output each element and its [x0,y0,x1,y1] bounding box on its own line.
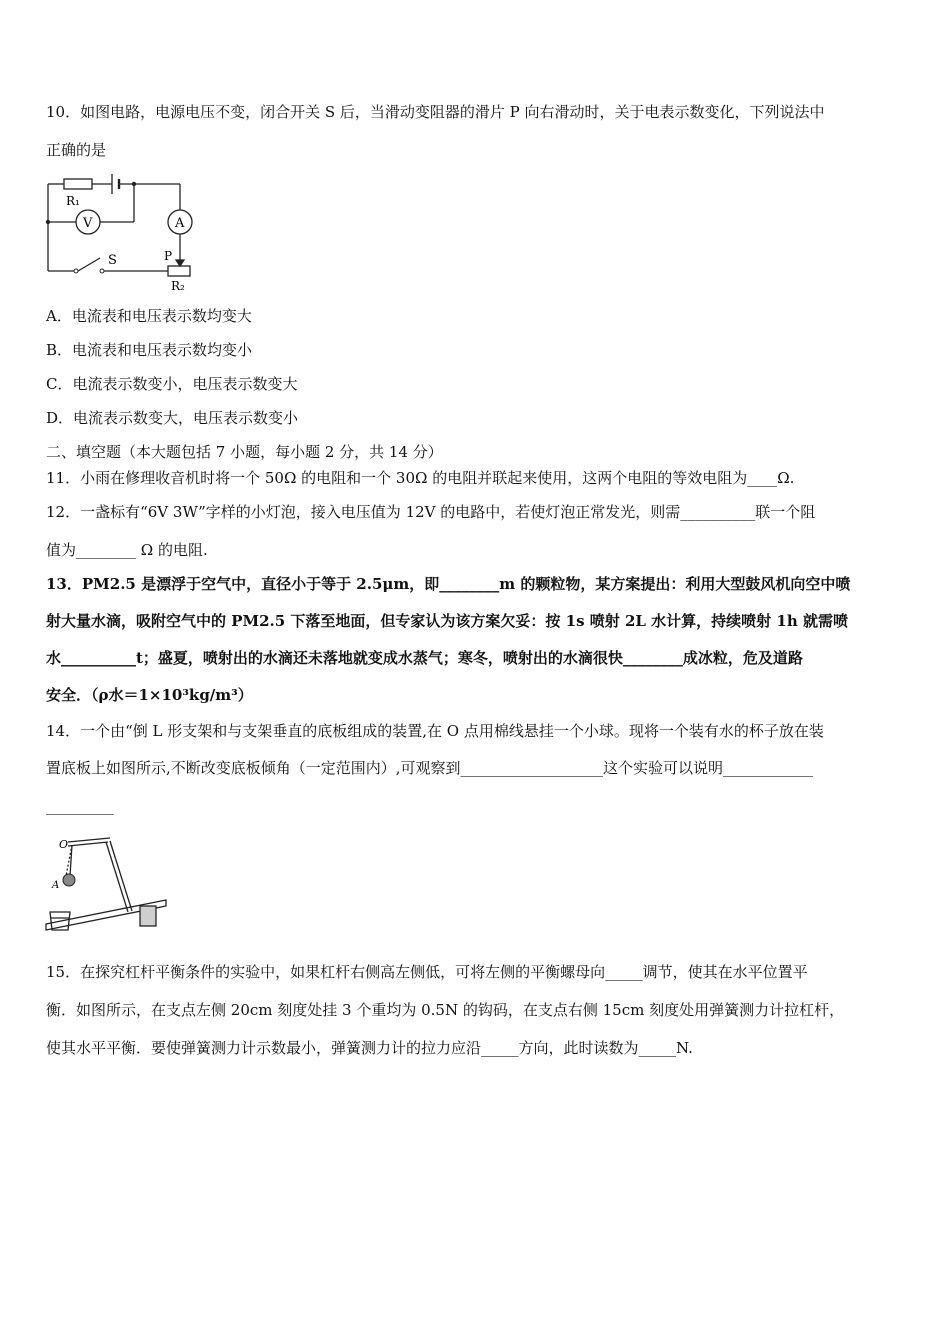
q13-text-line3: 水__________t；盛夏，喷射出的水滴还未落地就变成水蒸气；寒冬，喷射出的水滴很快________成冰粒，危及道路 [46,649,803,667]
q14-text-line2: 置底板上如图所示,不断改变底板倾角（一定范围内）,可观察到___________________这个实验可以说明____________ [46,759,814,777]
label-s: S [108,253,117,268]
q13-text-line2: 射大量水滴，吸附空气中的 PM2.5 下落至地面，但专家认为该方案欠妥：按 1s 喷射 2L 水计算，持续喷射 1h 就需喷 [46,612,848,630]
q10-text-line1: 10．如图电路，电源电压不变，闭合开关 S 后，当滑动变阻器的滑片 P 向右滑动时，关于电表示数变化，下列说法中 [46,103,825,121]
support-arm [68,838,110,842]
q10-option-d: D．电流表示数变大，电压表示数变小 [46,409,299,427]
q10-text-line2: 正确的是 [46,141,107,159]
label-o: O [59,838,69,851]
wedge-block [140,906,156,926]
label-r2: R₂ [171,279,185,293]
q10-option-b: B．电流表和电压表示数均变小 [46,341,253,359]
q13-text-line1: 13．PM2.5 是漂浮于空气中，直径小于等于 2.5μm，即________m 的颗粒物，某方案提出：利用大型鼓风机向空中喷 [46,575,851,593]
q12-text-line2: 值为________ Ω 的电阻. [46,541,208,559]
switch-blade [78,258,100,271]
q12-text-line1: 12．一盏标有“6V 3W”字样的小灯泡，接入电压值为 12V 的电路中，若使灯泡正常发光，则需__________联一个阻 [46,503,816,521]
q10-option-c: C．电流表示数变小，电压表示数变大 [46,375,298,393]
q14-inverted-l-apparatus-diagram [42,832,172,932]
q15-text-line3: 使其水平平衡．要使弹簧测力计示数最小，弹簧测力计的拉力应沿_____方向，此时读数为_____N. [46,1039,693,1057]
q11-text-line1: 11．小雨在修理收音机时将一个 50Ω 的电阻和一个 30Ω 的电阻并联起来使用，这两个电阻的等效电阻为____Ω. [46,469,795,487]
q15-text-line1: 15．在探究杠杆平衡条件的实验中，如果杠杆右侧高左侧低，可将左侧的平衡螺母向_____调节，使其在水平位置平 [46,963,808,981]
q15-text-line2: 衡．如图所示，在支点左侧 20cm 刻度处挂 3 个重均为 0.5N 的钩码，在支点右侧 15cm 刻度处用弹簧测力计拉杠杆， [46,1001,845,1019]
section2-heading: 二、填空题（本大题包括 7 小题，每小题 2 分，共 14 分） [46,443,443,461]
label-a: A [52,880,60,891]
rheostat-r2-symbol [168,266,190,276]
q13-text-line4: 安全．（ρ水＝1×10³kg/m³） [46,686,253,704]
label-r1: R₁ [66,194,80,208]
q14-text-line3: _________ [46,797,114,815]
hanging-ball [63,874,75,886]
resistor-r1-symbol [64,179,92,189]
label-p: P [164,249,173,263]
q10-option-a: A．电流表和电压表示数均变大 [46,307,252,325]
support-post [106,842,128,912]
q10-circuit-diagram [40,168,200,294]
label-v: V [83,216,93,231]
q14-text-line1: 14．一个由“倒 L 形支架和与支架垂直的底板组成的装置,在 O 点用棉线悬挂一个小球。现将一个装有水的杯子放在装 [46,722,824,740]
label-a: A [175,216,185,231]
